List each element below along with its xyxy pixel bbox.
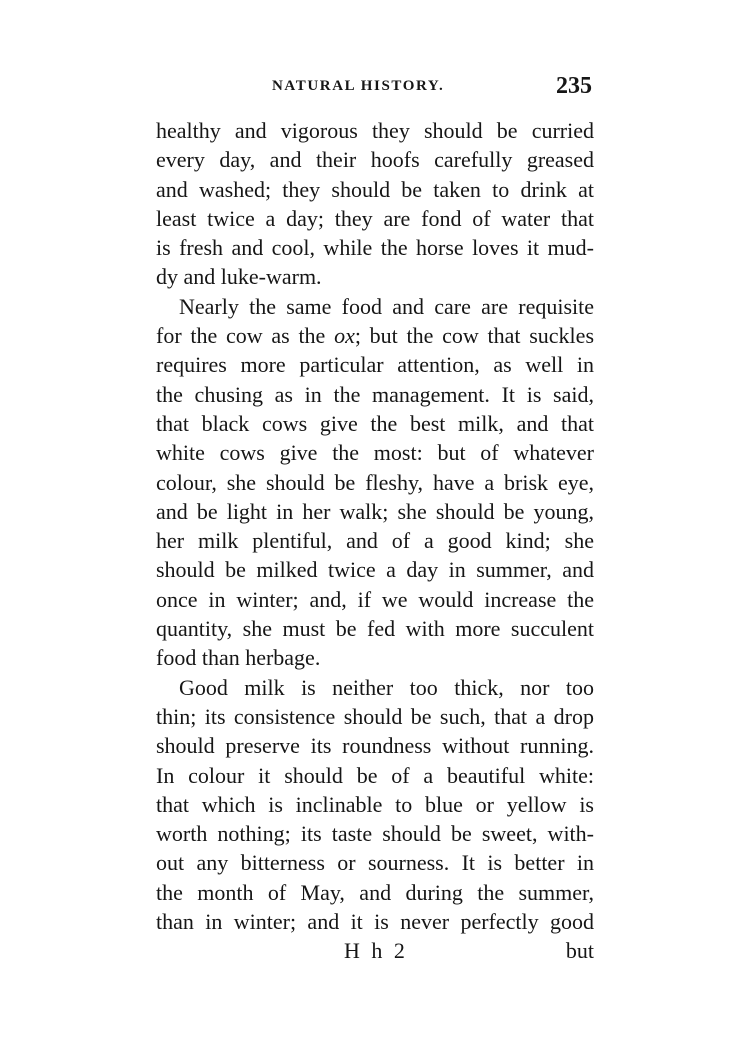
- text-line: quantity, she must be fed with more succulent: [156, 616, 594, 642]
- text-line: least twice a day; they are fond of water that: [156, 205, 594, 231]
- page-footer: [156, 938, 594, 968]
- text-line: that which is inclinable to blue or yellow is: [156, 791, 594, 817]
- text-line: healthy and vigorous they should be curried: [156, 118, 594, 143]
- text-line: than in winter; and it is never perfectly good: [156, 909, 594, 935]
- text-line: should be milked twice a day in summer, and: [156, 557, 594, 583]
- running-head: NATURAL HISTORY.: [272, 78, 445, 94]
- text-line: once in winter; and, if we would increase the: [156, 586, 594, 612]
- text-line: thin; its consistence should be such, that a drop: [156, 703, 594, 729]
- text-line: white cows give the most: but of whatever: [156, 440, 594, 466]
- italic-word: ox: [334, 323, 355, 349]
- text-segment: ; but the cow that suckles: [354, 323, 595, 349]
- text-line: every day, and their hoofs carefully greased: [156, 147, 594, 173]
- text-segment: for the cow as the: [156, 323, 335, 349]
- signature-mark: H h 2: [344, 938, 408, 963]
- text-line: requires more particular attention, as well in: [156, 352, 594, 378]
- catchword: but: [565, 938, 594, 963]
- text-line: dy and luke-warm.: [156, 264, 322, 290]
- page-number: 235: [556, 73, 592, 99]
- text-line: the chusing as in the management. It is said,: [156, 381, 594, 407]
- text-line: worth nothing; its taste should be sweet, with-: [156, 821, 594, 847]
- text-line: that black cows give the best milk, and that: [156, 410, 594, 436]
- body-text: [156, 116, 594, 936]
- text-line-paragraph-start: Nearly the same food and care are requisite: [179, 293, 594, 319]
- text-line: and be light in her walk; she should be young,: [156, 498, 594, 524]
- text-line: [156, 321, 594, 350]
- text-line: and washed; they should be taken to drink at: [156, 176, 594, 202]
- text-line: her milk plentiful, and of a good kind; she: [156, 528, 594, 554]
- text-line: the month of May, and during the summer,: [156, 879, 594, 905]
- text-line: is fresh and cool, while the horse loves it mud-: [156, 235, 594, 261]
- text-line: In colour it should be of a beautiful white:: [156, 762, 594, 788]
- text-line: should preserve its roundness without running.: [156, 733, 594, 759]
- text-line-paragraph-start: Good milk is neither too thick, nor too: [179, 674, 594, 700]
- text-line: colour, she should be fleshy, have a brisk eye,: [156, 469, 594, 495]
- text-line: out any bitterness or sourness. It is better in: [156, 850, 594, 876]
- text-line: food than herbage.: [156, 645, 321, 671]
